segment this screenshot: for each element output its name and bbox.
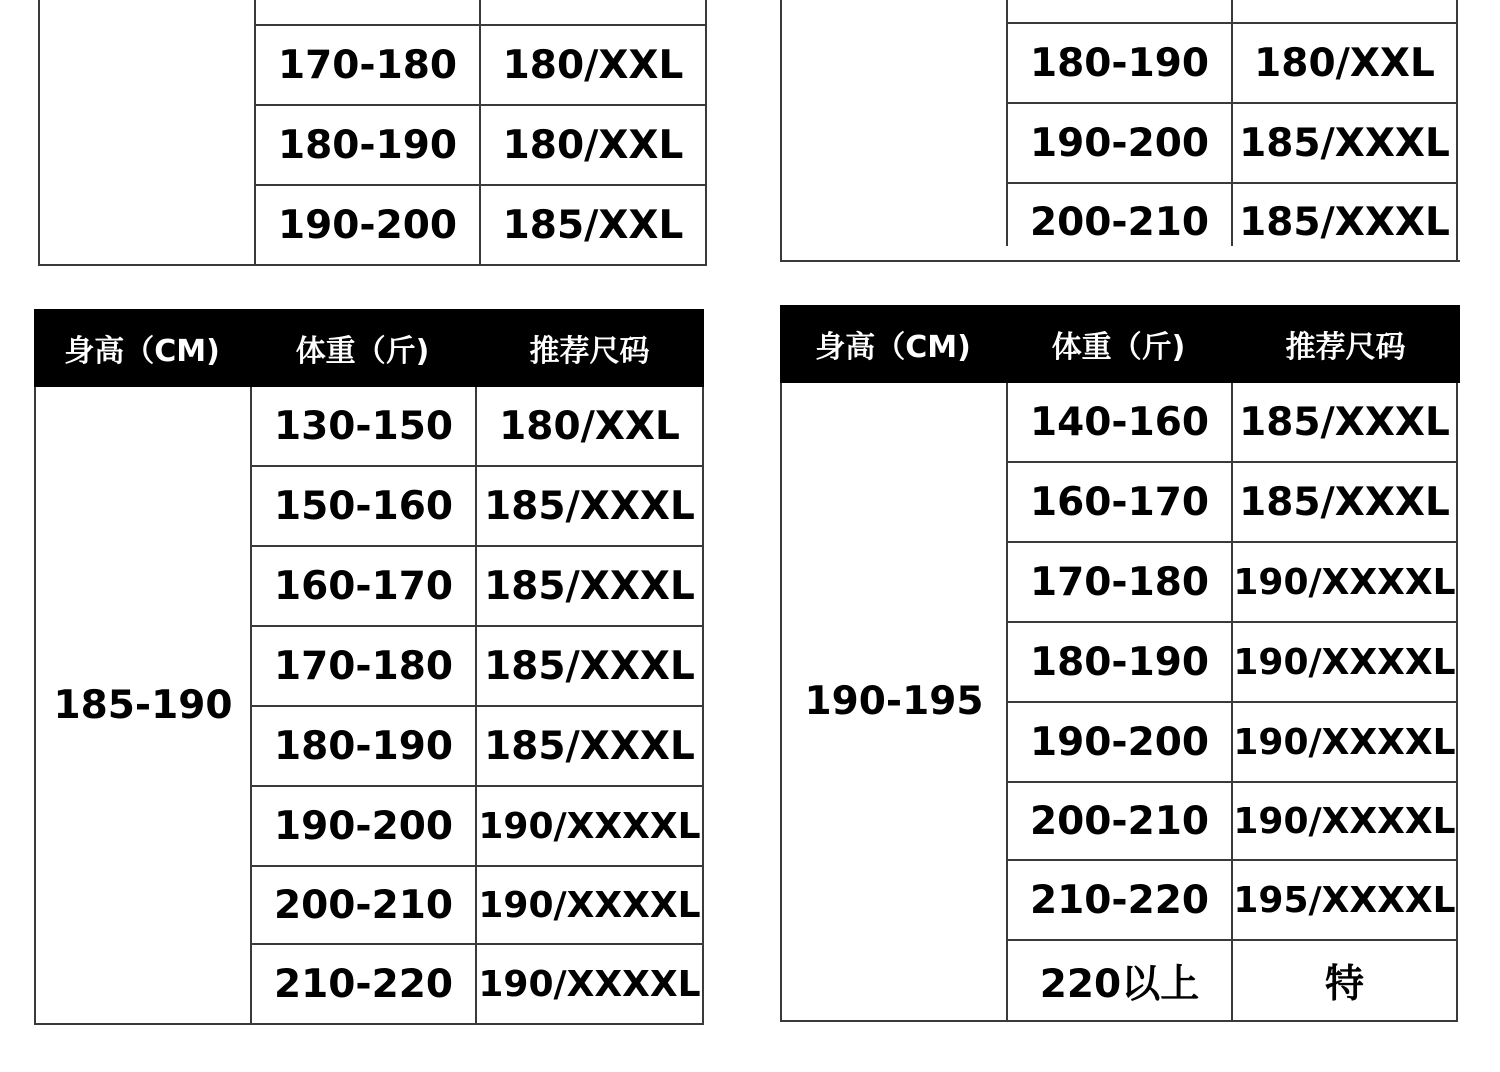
header-size: 推荐尺码 [1285, 330, 1406, 365]
height-group-cell: 190-195 [804, 679, 984, 724]
weight-cell: 190-200 [273, 803, 453, 849]
weight-cell: 190-200 [1029, 719, 1209, 765]
weight-cell: 170-180 [273, 643, 453, 689]
header-height: 身高（CM) [815, 330, 971, 365]
size-cell: 190/XXXXL [1233, 721, 1456, 763]
size-cell: 190/XXXXL [478, 805, 701, 847]
weight-cell: 160-170 [273, 563, 453, 609]
weight-cell: 200-210 [273, 882, 453, 928]
size-cell: 190/XXXXL [478, 963, 701, 1005]
weight-cell-partial [256, 0, 479, 24]
size-cell: 180/XXL [1254, 40, 1435, 86]
size-table-190-195 [780, 305, 1460, 1022]
weight-cell: 190-200 [277, 202, 457, 248]
size-table-top-right [780, 0, 1460, 262]
size-cell: 185/XXXL [484, 643, 695, 689]
size-cell: 185/XXXL [484, 723, 695, 769]
weight-cell: 180-190 [273, 723, 453, 769]
weight-cell: 200-210 [1029, 798, 1209, 844]
weight-cell: 170-180 [277, 42, 457, 88]
size-cell: 190/XXXXL [1233, 800, 1456, 842]
size-table-top-left [38, 0, 707, 266]
table-header [34, 309, 704, 387]
size-cell: 185/XXXL [484, 483, 695, 529]
size-cell: 190/XXXXL [1233, 561, 1456, 603]
header-weight: 体重（斤) [295, 334, 430, 369]
weight-cell: 180-190 [1029, 639, 1209, 685]
size-cell: 185/XXXL [484, 563, 695, 609]
size-cell: 190/XXXXL [478, 884, 701, 926]
size-cell: 185/XXXL [1239, 479, 1450, 525]
table-header [780, 305, 1460, 383]
header-weight: 体重（斤) [1051, 330, 1186, 365]
size-cell: 185/XXXL [1239, 399, 1450, 445]
size-cell: 180/XXL [499, 403, 680, 449]
weight-cell: 220以上 [1039, 961, 1200, 1007]
weight-cell: 190-200 [1029, 120, 1209, 166]
weight-cell: 210-220 [1029, 877, 1209, 923]
weight-cell: 180-190 [277, 122, 457, 168]
size-cell: 190/XXXXL [1233, 641, 1456, 683]
weight-cell: 140-160 [1029, 399, 1209, 445]
size-cell: 185/XXXL [1239, 120, 1450, 166]
weight-cell: 160-170 [1029, 479, 1209, 525]
height-group-cell: 185-190 [53, 682, 233, 728]
size-cell: 180/XXL [502, 122, 684, 168]
size-table-185-190 [34, 309, 704, 1025]
header-height: 身高（CM) [64, 334, 220, 369]
weight-cell: 180-190 [1029, 40, 1209, 86]
size-cell: 185/XXXL [1239, 199, 1450, 245]
size-cell: 180/XXL [502, 42, 684, 88]
weight-cell: 150-160 [273, 483, 453, 529]
weight-cell: 170-180 [1029, 559, 1209, 605]
size-cell: 185/XXL [502, 202, 684, 248]
weight-cell: 200-210 [1029, 199, 1209, 245]
header-size: 推荐尺码 [529, 334, 650, 369]
size-cell: 特 [1324, 961, 1364, 1007]
weight-cell: 130-150 [273, 403, 453, 449]
weight-cell: 210-220 [273, 961, 453, 1007]
size-cell: 195/XXXXL [1233, 879, 1456, 921]
